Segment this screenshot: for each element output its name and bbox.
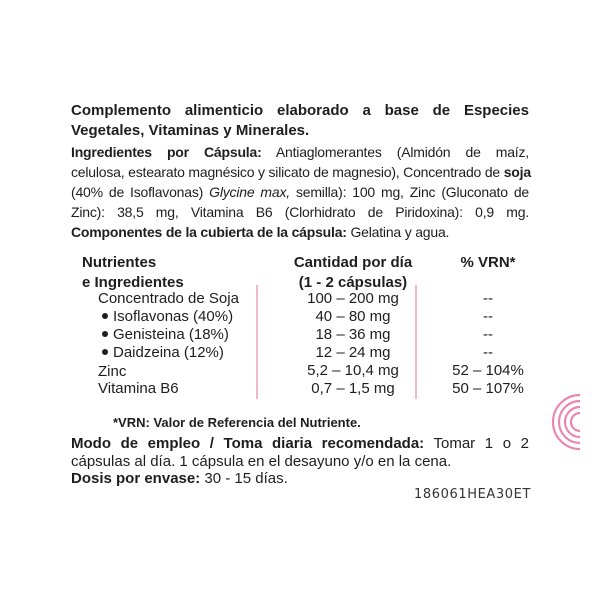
- usage-text-2: cápsulas al día. 1 cápsula en el desayuno y/o en la cena.: [71, 453, 452, 470]
- row-name: Daidzeina (12%): [102, 345, 224, 361]
- header-amount: Cantidad por día (1 - 2 cápsulas): [293, 254, 413, 291]
- dosis-value: 30 - 15 días.: [204, 470, 288, 487]
- row-vrn: --: [483, 308, 493, 325]
- row-vrn: 52 – 104%: [452, 362, 524, 379]
- ingredients-text-3a: (40% de Isoflavonas): [71, 184, 204, 200]
- row-amount: 18 – 36 mg: [315, 326, 391, 343]
- intro-line-2: Vegetales, Vitaminas y Minerales.: [71, 122, 310, 139]
- ingredients-label: Ingredientes por Cápsula:: [71, 144, 262, 160]
- capsule-value: Gelatina y agua.: [350, 224, 450, 240]
- ingredients-latin-name: Glycine max,: [209, 184, 290, 200]
- usage-label: Modo de empleo / Toma diaria recomendada:: [71, 435, 425, 452]
- usage-text-1: Tomar 1 o 2: [433, 435, 529, 452]
- product-description: [71, 101, 529, 141]
- row-amount: 100 – 200 mg: [307, 290, 399, 307]
- concentric-circles-logo-icon: [520, 392, 580, 452]
- product-code: 186061HEA30ET: [414, 487, 532, 502]
- row-name: Concentrado de Soja: [98, 290, 239, 307]
- ingredients-text-3c: semilla): 100 mg, Zinc (Gluconato de: [295, 184, 529, 200]
- row-vrn: --: [483, 344, 493, 361]
- vrn-footnote: *VRN: Valor de Referencia del Nutriente.: [113, 415, 361, 430]
- nutrition-table: [82, 253, 542, 403]
- dosis-line: [71, 470, 288, 487]
- row-name: Genisteina (18%): [102, 327, 229, 343]
- row-vrn: --: [483, 290, 493, 307]
- bullet-icon: [102, 349, 108, 355]
- dosis-label: Dosis por envase:: [71, 470, 201, 487]
- bullet-icon: [102, 313, 108, 319]
- header-vrn: % VRN*: [460, 254, 516, 271]
- usage-paragraph: [71, 435, 529, 471]
- bullet-icon: [102, 331, 108, 337]
- capsule-label: Componentes de la cubierta de la cápsula:: [71, 224, 347, 240]
- row-vrn: 50 – 107%: [452, 380, 524, 397]
- row-amount: 12 – 24 mg: [315, 344, 391, 361]
- ingredients-text-2: celulosa, estearato magnésico y silicato de magnesio), Concentrado de: [71, 164, 501, 180]
- column-divider-1: [256, 285, 258, 399]
- ingredients-soja: soja: [503, 164, 531, 180]
- row-name: Zinc: [98, 363, 127, 380]
- row-name: Isoflavonas (40%): [102, 309, 233, 325]
- row-amount: 0,7 – 1,5 mg: [311, 380, 395, 397]
- header-nutrients: Nutrientes e Ingredientes: [82, 254, 184, 291]
- row-amount: 40 – 80 mg: [315, 308, 391, 325]
- ingredients-text-4: Zinc): 38,5 mg, Vitamina B6 (Clorhidrato de Piridoxina): 0,9 mg.: [71, 204, 529, 220]
- row-amount: 5,2 – 10,4 mg: [307, 362, 399, 379]
- ingredients-text-1: Antiaglomerantes (Almidón de maíz,: [275, 144, 529, 160]
- row-name: Vitamina B6: [98, 380, 179, 397]
- row-vrn: --: [483, 326, 493, 343]
- ingredients-paragraph: [71, 142, 529, 242]
- intro-line-1: Complemento alimenticio elaborado a base de Especies: [71, 102, 529, 119]
